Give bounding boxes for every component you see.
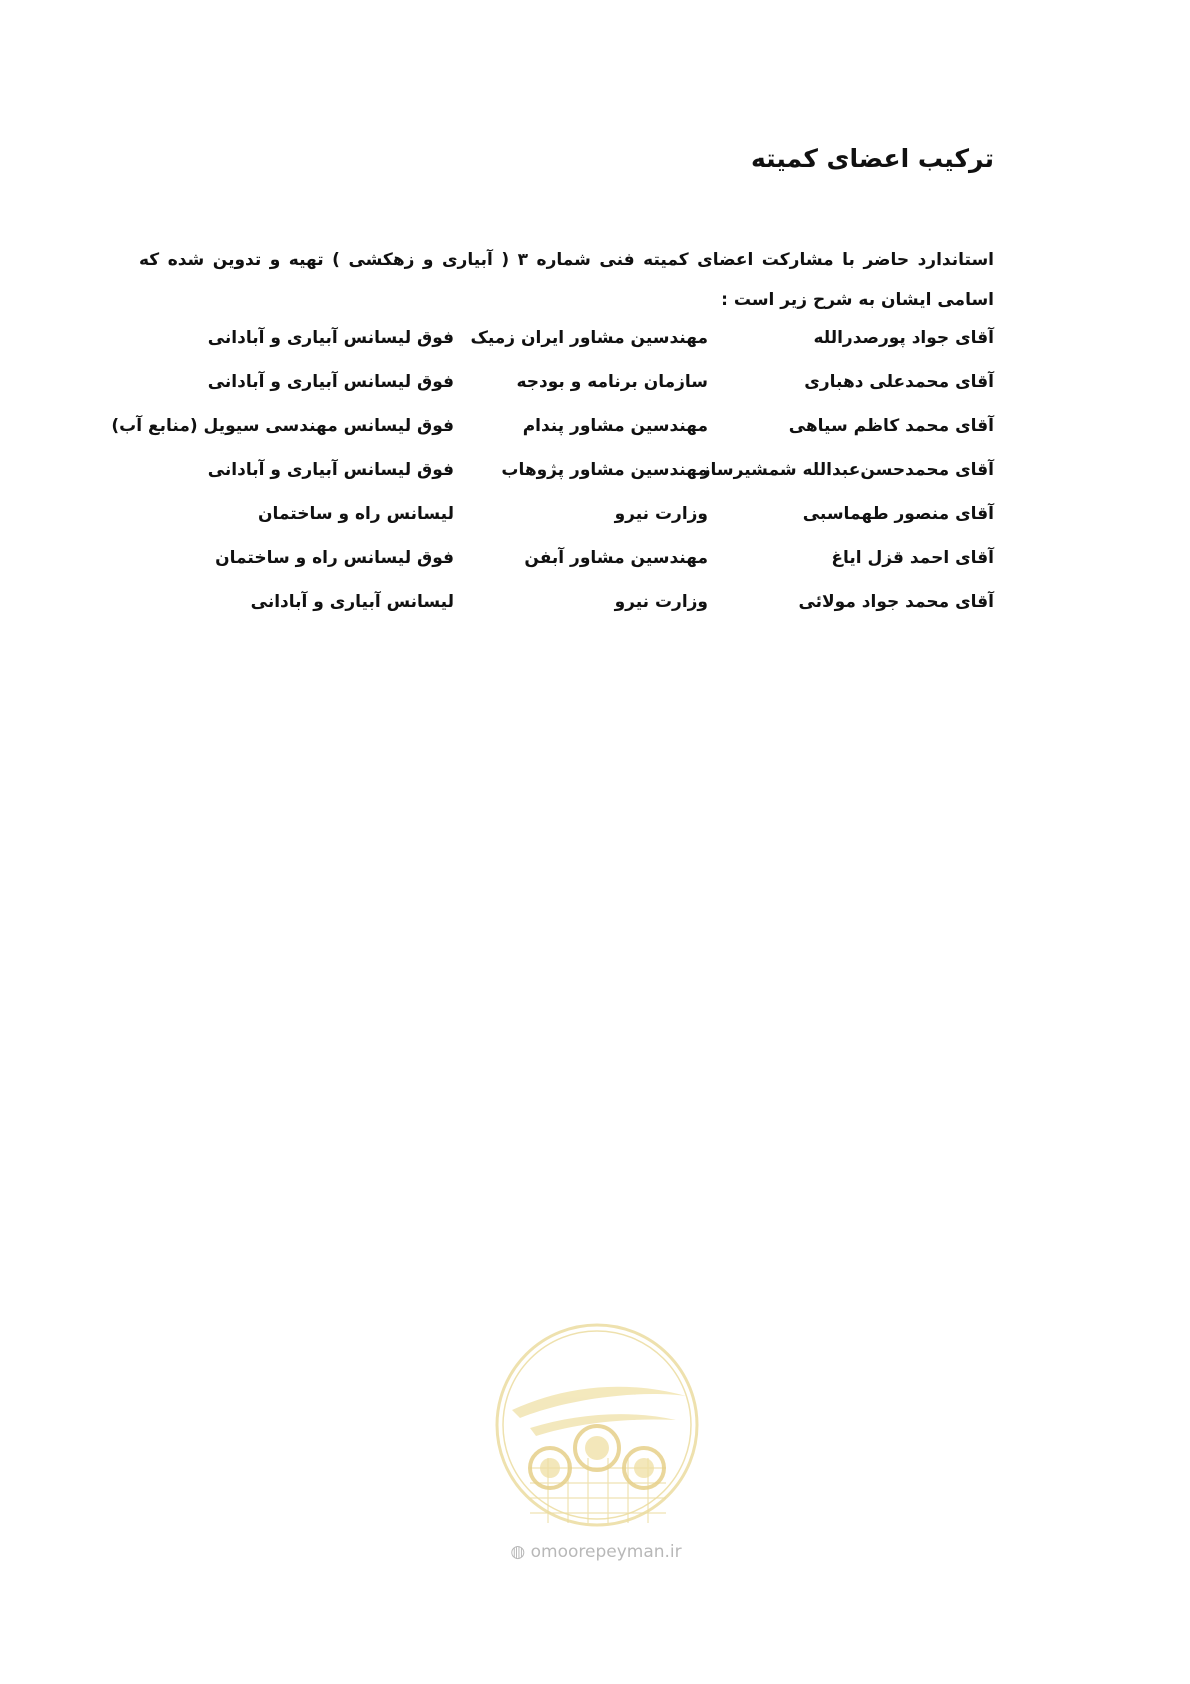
member-organization: مهندسین مشاور آبفن [524, 548, 708, 568]
member-row [124, 372, 994, 416]
member-organization: مهندسین مشاور ایران زمیک [470, 328, 708, 348]
member-degree: فوق لیسانس آبیاری و آبادانی [207, 460, 454, 480]
member-degree: فوق لیسانس آبیاری و آبادانی [207, 372, 454, 392]
intro-paragraph: استاندارد حاضر با مشارکت اعضای کمیته فنی شماره ۳ ( آبیاری و زهکشی ) تهیه و تدوین شده که اسامی ایشان به شرح زیر است : [139, 250, 994, 310]
member-row [124, 504, 994, 548]
member-name: آقای محمد جواد مولائی [798, 592, 994, 612]
globe-icon: ◍ [510, 1542, 526, 1562]
watermark-url: ◍ omoorepeyman.ir [510, 1542, 682, 1562]
member-name: آقای محمد کاظم سیاهی [788, 416, 994, 436]
member-degree: فوق لیسانس راه و ساختمان [215, 548, 454, 568]
member-row [124, 592, 994, 636]
member-degree: فوق لیسانس مهندسی سیویل (منابع آب) [111, 416, 454, 436]
omoorepeyman-seal-logo-icon [490, 1318, 704, 1532]
member-organization: سازمان برنامه و بودجه [516, 372, 708, 392]
member-organization: مهندسین مشاور پندام [522, 416, 708, 436]
member-organization: وزارت نیرو [614, 504, 708, 524]
member-degree: لیسانس آبیاری و آبادانی [250, 592, 454, 612]
member-list [111, 328, 994, 636]
member-organization: وزارت نیرو [614, 592, 708, 612]
member-name: آقای محمدعلی دهباری [804, 372, 994, 392]
member-name: آقای منصور طهماسبی [802, 504, 994, 524]
page-title: ترکیب اعضای کمیته [750, 144, 994, 173]
member-row [111, 416, 994, 460]
member-name: آقای محمدحسن‌عبدالله شمشیرساز [700, 460, 994, 480]
member-row [124, 460, 994, 504]
member-degree: فوق لیسانس آبیاری و آبادانی [207, 328, 454, 348]
member-row [124, 328, 994, 372]
member-name: آقای احمد قزل اياغ [831, 548, 994, 568]
member-row [124, 548, 994, 592]
member-name: آقای جواد پورصدرالله [813, 328, 994, 348]
member-organization: مهندسین مشاور پژوهاب [501, 460, 708, 480]
member-degree: لیسانس راه و ساختمان [258, 504, 454, 524]
